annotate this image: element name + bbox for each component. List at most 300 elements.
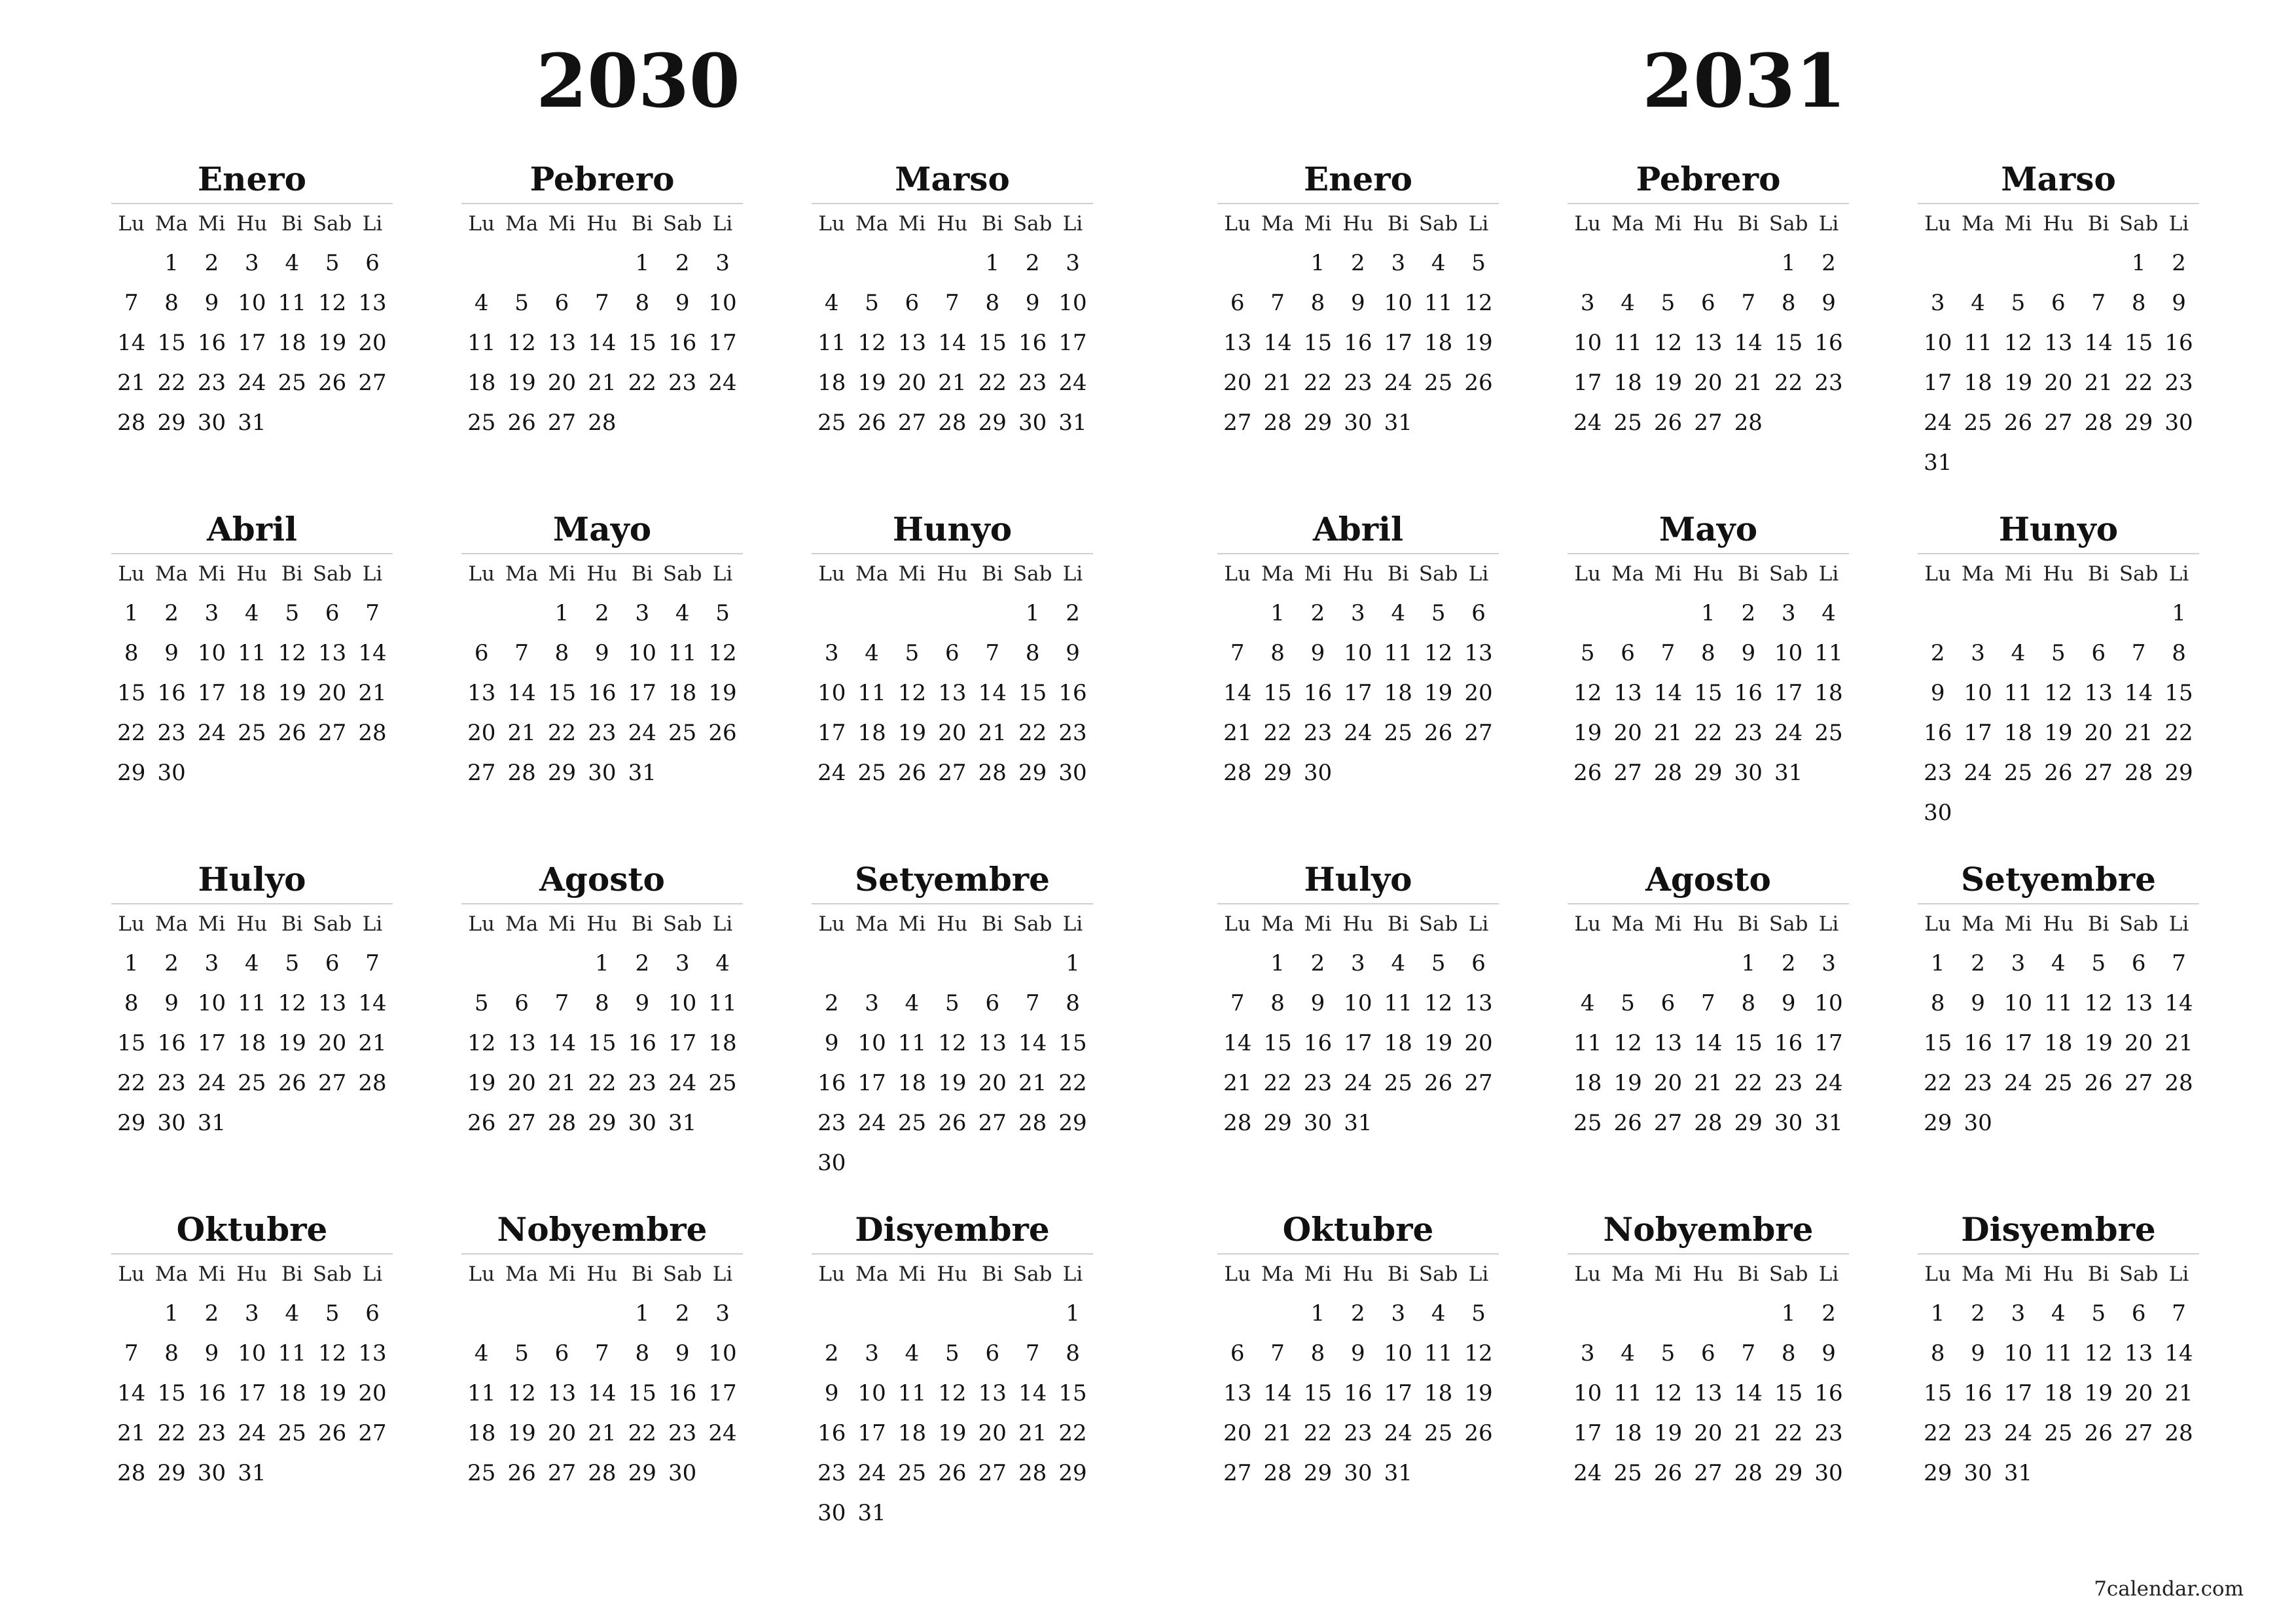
day-cell: 6 (2131, 950, 2146, 976)
month-name: Oktubre (111, 1206, 393, 1255)
month-calendar (111, 1206, 393, 1493)
day-cell: 10 (1814, 990, 1843, 1016)
day-cell: 1 (164, 1300, 179, 1327)
week-row (1918, 753, 2199, 793)
weekday-label: Ma (1261, 1262, 1295, 1286)
day-cell: 26 (1424, 1070, 1453, 1096)
day-cell (582, 1294, 622, 1334)
weekday-label: Mi (1654, 212, 1682, 236)
day-cell: 27 (1464, 720, 1493, 746)
day-cell: 27 (547, 1460, 577, 1486)
day-cell: 9 (595, 640, 609, 666)
day-cell: 6 (905, 290, 920, 316)
week-row (1918, 633, 2199, 673)
day-cell (1729, 1294, 1768, 1334)
day-cell: 4 (1821, 600, 1836, 626)
week-row (1918, 793, 2199, 833)
day-cell: 15 (1924, 1380, 1952, 1406)
day-cell: 13 (358, 290, 387, 316)
day-cell: 18 (2003, 720, 2033, 746)
day-cell: 9 (204, 290, 219, 316)
day-cell: 20 (978, 1070, 1007, 1096)
week-row (461, 1294, 743, 1334)
day-cell: 31 (1384, 1460, 1412, 1486)
day-cell: 21 (978, 720, 1007, 746)
month-calendar (1918, 1206, 2199, 1493)
day-cell: 26 (278, 720, 306, 746)
day-cell: 28 (588, 410, 617, 436)
week-row (461, 1063, 743, 1103)
week-row (1568, 1024, 1849, 1063)
weekday-label: Lu (1924, 912, 1951, 936)
weekday-label: Mi (198, 912, 226, 936)
day-cell: 20 (1223, 1420, 1252, 1446)
weekday-label: Li (1468, 212, 1489, 236)
weekday-label: Sab (1013, 912, 1052, 936)
day-cell: 17 (197, 1030, 226, 1056)
day-cell: 20 (547, 1420, 577, 1446)
weekday-label: Hu (2043, 912, 2074, 936)
day-cell: 27 (978, 1460, 1007, 1486)
day-cell: 16 (1303, 680, 1333, 706)
day-cell: 14 (2125, 680, 2153, 706)
day-cell: 31 (238, 1460, 266, 1486)
day-cell: 21 (938, 370, 967, 396)
weekday-label: Mi (898, 212, 926, 236)
weekday-label: Ma (1261, 212, 1295, 236)
day-cell: 20 (358, 1380, 387, 1406)
weekday-label: Lu (1224, 912, 1251, 936)
day-cell: 30 (1344, 410, 1372, 436)
weekday-label: Sab (1013, 1262, 1052, 1286)
day-cell: 6 (1471, 600, 1486, 626)
weekday-label: Hu (1693, 212, 1724, 236)
day-cell: 24 (238, 370, 266, 396)
week-row (1217, 283, 1499, 323)
week-row (1568, 1414, 1849, 1454)
day-cell: 9 (675, 290, 690, 316)
day-cell: 28 (117, 410, 146, 436)
day-cell: 19 (857, 370, 886, 396)
day-cell: 12 (2003, 330, 2033, 356)
day-cell: 4 (715, 950, 730, 976)
month-name: Hulyo (1217, 856, 1499, 904)
day-cell: 31 (1814, 1110, 1843, 1136)
day-cell: 22 (1303, 1420, 1333, 1446)
weekday-label: Ma (505, 562, 539, 586)
day-cell: 17 (817, 720, 846, 746)
day-cell: 6 (365, 1300, 380, 1327)
day-cell: 5 (2011, 290, 2026, 316)
day-cell: 30 (1774, 1110, 1803, 1136)
day-cell: 6 (365, 250, 380, 276)
week-row (111, 1294, 393, 1334)
day-cell: 15 (1924, 1030, 1952, 1056)
month-calendar (111, 506, 393, 793)
day-cell: 14 (507, 680, 536, 706)
week-row (461, 1454, 743, 1493)
day-cell: 11 (857, 680, 886, 706)
week-row (461, 283, 743, 323)
day-cell: 30 (588, 760, 617, 786)
day-cell: 31 (857, 1500, 886, 1526)
day-cell: 26 (507, 1460, 536, 1486)
day-cell: 24 (817, 760, 846, 786)
day-cell (2079, 793, 2119, 833)
day-cell: 26 (897, 760, 927, 786)
day-cell: 5 (1431, 600, 1446, 626)
day-cell: 16 (197, 1380, 226, 1406)
weekday-label: Lu (818, 912, 845, 936)
week-row (111, 1454, 393, 1493)
day-cell: 20 (467, 720, 496, 746)
day-cell: 24 (197, 1070, 226, 1096)
day-cell: 11 (1424, 1340, 1453, 1366)
weekday-label: Sab (662, 1262, 702, 1286)
weekday-label: Sab (1013, 212, 1052, 236)
month-calendar (1217, 856, 1499, 1143)
day-cell: 29 (547, 760, 577, 786)
day-cell: 21 (507, 720, 536, 746)
day-cell: 21 (2164, 1030, 2193, 1056)
week-row (812, 594, 1093, 633)
day-cell: 26 (1653, 410, 1683, 436)
day-cell: 19 (2044, 720, 2073, 746)
month-name: Pebrero (1568, 156, 1849, 204)
day-cell: 3 (865, 1340, 879, 1366)
day-cell: 17 (1774, 680, 1803, 706)
day-cell (1217, 1294, 1257, 1334)
week-row (461, 363, 743, 403)
day-cell: 15 (1303, 330, 1333, 356)
day-cell: 8 (635, 1340, 650, 1366)
day-cell: 1 (2172, 600, 2186, 626)
day-cell: 15 (547, 680, 577, 706)
day-cell: 26 (507, 410, 536, 436)
day-cell: 10 (708, 1340, 737, 1366)
day-cell: 16 (197, 330, 226, 356)
weekday-label: Hu (937, 1262, 968, 1286)
day-cell: 5 (945, 990, 960, 1016)
day-cell: 26 (2044, 760, 2073, 786)
day-cell: 18 (1964, 370, 1992, 396)
day-cell: 2 (1930, 640, 1945, 666)
day-cell: 15 (2125, 330, 2153, 356)
day-cell: 1 (1270, 600, 1285, 626)
weekday-label: Mi (2004, 1262, 2032, 1286)
day-cell: 10 (1774, 640, 1803, 666)
week-row (1217, 944, 1499, 984)
day-cell (111, 1294, 151, 1334)
day-cell (1918, 243, 1958, 283)
month-calendar (461, 856, 743, 1143)
day-cell: 10 (1344, 640, 1372, 666)
week-row (1568, 594, 1849, 633)
day-cell: 16 (817, 1070, 846, 1096)
day-cell (1217, 944, 1257, 984)
day-cell: 9 (824, 1030, 839, 1056)
day-cell: 29 (2164, 760, 2193, 786)
weekday-label: Bi (281, 912, 303, 936)
day-cell: 25 (668, 720, 697, 746)
day-cell: 9 (824, 1380, 839, 1406)
week-row (111, 1024, 393, 1063)
weekday-label: Sab (1013, 562, 1052, 586)
day-cell: 23 (668, 370, 697, 396)
day-cell: 28 (2164, 1070, 2193, 1096)
week-row (1568, 243, 1849, 283)
week-row (812, 1103, 1093, 1143)
weekday-label: Hu (2043, 212, 2074, 236)
day-cell: 22 (2125, 370, 2153, 396)
day-cell: 19 (897, 720, 927, 746)
day-cell (2119, 1454, 2159, 1493)
day-cell: 3 (245, 1300, 259, 1327)
weekday-label: Mi (548, 212, 576, 236)
day-cell: 3 (1781, 600, 1796, 626)
day-cell (232, 753, 272, 793)
week-row (1217, 1103, 1499, 1143)
week-row (1217, 1454, 1499, 1493)
day-cell: 27 (547, 410, 577, 436)
day-cell: 7 (514, 640, 529, 666)
day-cell: 16 (588, 680, 617, 706)
week-row (1217, 403, 1499, 443)
day-cell: 14 (588, 330, 617, 356)
month-calendar (812, 156, 1093, 443)
day-cell: 8 (164, 290, 179, 316)
day-cell: 22 (117, 1070, 146, 1096)
week-row (461, 1103, 743, 1143)
day-cell (2038, 1454, 2078, 1493)
day-cell (501, 594, 541, 633)
day-cell: 30 (817, 1150, 846, 1176)
week-row (1217, 1374, 1499, 1414)
day-cell: 18 (278, 330, 306, 356)
day-cell: 11 (1613, 1380, 1642, 1406)
week-row (461, 1024, 743, 1063)
week-row (461, 594, 743, 633)
day-cell: 13 (2044, 330, 2073, 356)
day-cell: 5 (1660, 290, 1676, 316)
day-cell: 13 (507, 1030, 536, 1056)
day-cell: 21 (1653, 720, 1683, 746)
month-name: Abril (111, 506, 393, 554)
day-cell (892, 1143, 932, 1183)
day-cell (892, 944, 932, 984)
day-cell: 4 (1431, 1300, 1446, 1327)
day-cell: 15 (1018, 680, 1047, 706)
day-cell (812, 243, 852, 283)
day-cell: 12 (318, 290, 347, 316)
week-row (1217, 1334, 1499, 1374)
day-cell: 19 (318, 330, 347, 356)
day-cell: 30 (1924, 800, 1952, 826)
day-cell: 17 (857, 1070, 886, 1096)
day-cell: 20 (1694, 1420, 1723, 1446)
day-cell: 26 (857, 410, 886, 436)
weekday-label: Lu (468, 562, 495, 586)
day-cell: 16 (1344, 1380, 1372, 1406)
weekday-label: Mi (548, 1262, 576, 1286)
day-cell: 18 (897, 1420, 927, 1446)
week-row (812, 1063, 1093, 1103)
day-cell: 24 (1058, 370, 1087, 396)
day-cell: 27 (1613, 760, 1642, 786)
day-cell: 1 (1930, 950, 1945, 976)
day-cell (892, 1493, 932, 1533)
day-cell (1418, 753, 1458, 793)
day-cell: 18 (708, 1030, 737, 1056)
weekday-label: Ma (1961, 1262, 1995, 1286)
month-calendar (1918, 506, 2199, 833)
weekday-label: Ma (505, 1262, 539, 1286)
day-cell: 30 (1058, 760, 1087, 786)
day-cell: 13 (1694, 1380, 1723, 1406)
week-row (1568, 984, 1849, 1024)
day-cell: 12 (1464, 290, 1493, 316)
weekday-label: Bi (2087, 212, 2109, 236)
week-row (812, 673, 1093, 713)
weekday-label: Mi (198, 1262, 226, 1286)
week-row (111, 323, 393, 363)
day-cell (2079, 1454, 2119, 1493)
day-cell: 27 (2084, 760, 2113, 786)
day-cell: 29 (157, 1460, 186, 1486)
day-cell: 5 (325, 250, 340, 276)
day-cell: 3 (1391, 1300, 1406, 1327)
day-cell: 29 (1018, 760, 1047, 786)
day-cell: 28 (1018, 1460, 1047, 1486)
day-cell: 27 (1694, 1460, 1723, 1486)
month-name: Setyembre (1918, 856, 2199, 904)
day-cell: 6 (325, 950, 340, 976)
week-row (1217, 633, 1499, 673)
month-calendar (1568, 506, 1849, 793)
day-cell: 22 (1058, 1070, 1087, 1096)
day-cell: 2 (1971, 1300, 1985, 1327)
day-cell (2038, 1103, 2078, 1143)
week-row (111, 1063, 393, 1103)
day-cell: 21 (1734, 1420, 1763, 1446)
day-cell: 15 (588, 1030, 617, 1056)
weekday-label: Lu (818, 562, 845, 586)
day-cell: 3 (1580, 290, 1595, 316)
day-cell: 19 (278, 680, 306, 706)
day-cell: 30 (157, 760, 186, 786)
day-cell: 10 (857, 1380, 886, 1406)
week-row (1217, 323, 1499, 363)
day-cell: 13 (2084, 680, 2113, 706)
day-cell: 5 (514, 290, 529, 316)
day-cell: 16 (157, 1030, 186, 1056)
day-cell: 3 (715, 1300, 730, 1327)
day-cell: 1 (1270, 950, 1285, 976)
day-cell: 2 (164, 950, 179, 976)
day-cell: 10 (817, 680, 846, 706)
day-cell: 29 (1924, 1460, 1952, 1486)
day-cell: 22 (1774, 370, 1803, 396)
day-cell (1217, 243, 1257, 283)
day-cell: 25 (1964, 410, 1992, 436)
day-cell (352, 753, 392, 793)
week-row (1568, 283, 1849, 323)
day-cell: 16 (1964, 1030, 1992, 1056)
day-cell: 5 (325, 1300, 340, 1327)
day-cell: 16 (1344, 330, 1372, 356)
day-cell: 8 (1701, 640, 1715, 666)
day-cell: 13 (2125, 990, 2153, 1016)
day-cell: 14 (547, 1030, 577, 1056)
day-cell: 29 (1058, 1460, 1087, 1486)
day-cell: 9 (1781, 990, 1796, 1016)
week-row (111, 713, 393, 753)
day-cell: 24 (628, 720, 656, 746)
weekday-header-row (461, 554, 743, 594)
day-cell: 12 (1653, 330, 1683, 356)
day-cell: 7 (1025, 1340, 1040, 1366)
day-cell (702, 753, 742, 793)
day-cell: 26 (2003, 410, 2033, 436)
day-cell: 16 (1924, 720, 1952, 746)
day-cell: 21 (1694, 1070, 1723, 1096)
day-cell: 28 (358, 720, 387, 746)
weekday-label: Sab (1418, 912, 1458, 936)
month-name: Enero (111, 156, 393, 204)
day-cell (852, 1143, 891, 1183)
day-cell: 30 (2164, 410, 2193, 436)
week-row (1217, 713, 1499, 753)
weekday-label: Hu (937, 912, 968, 936)
day-cell: 12 (318, 1340, 347, 1366)
day-cell: 4 (1431, 250, 1446, 276)
day-cell: 22 (1263, 1070, 1292, 1096)
day-cell: 7 (1025, 990, 1040, 1016)
day-cell: 19 (467, 1070, 496, 1096)
month-name: Mayo (1568, 506, 1849, 554)
day-cell: 3 (1821, 950, 1836, 976)
day-cell (272, 1454, 312, 1493)
weekday-label: Lu (1924, 212, 1951, 236)
day-cell: 23 (817, 1460, 846, 1486)
weekday-label: Sab (1418, 562, 1458, 586)
day-cell: 6 (1230, 1340, 1245, 1366)
day-cell: 2 (824, 1340, 839, 1366)
day-cell (501, 243, 541, 283)
day-cell (852, 1294, 891, 1334)
day-cell (2119, 443, 2159, 483)
weekday-label: Ma (1611, 1262, 1645, 1286)
weekday-label: Li (712, 212, 733, 236)
day-cell: 3 (715, 250, 730, 276)
day-cell: 13 (1653, 1030, 1683, 1056)
weekday-label: Hu (2043, 562, 2074, 586)
day-cell (1013, 1294, 1052, 1334)
week-row (461, 1374, 743, 1414)
day-cell (932, 243, 972, 283)
day-cell (932, 1493, 972, 1533)
day-cell: 24 (1573, 410, 1602, 436)
day-cell: 2 (1351, 250, 1365, 276)
day-cell: 4 (2011, 640, 2026, 666)
day-cell: 8 (595, 990, 609, 1016)
weekday-label: Mi (1304, 562, 1332, 586)
day-cell: 5 (285, 600, 300, 626)
day-cell: 7 (1230, 640, 1245, 666)
weekday-label: Lu (1574, 562, 1601, 586)
day-cell: 23 (1734, 720, 1763, 746)
day-cell: 12 (1424, 990, 1453, 1016)
